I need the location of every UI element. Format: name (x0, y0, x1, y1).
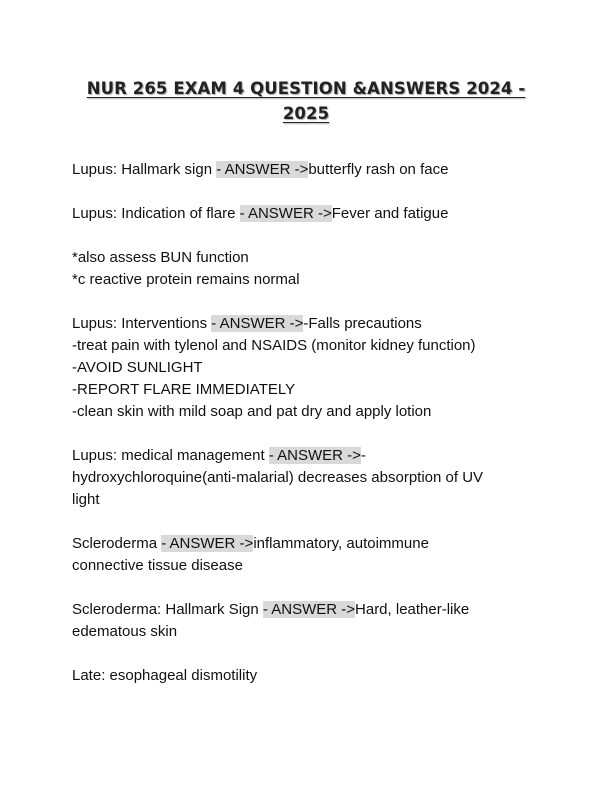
spacer (72, 181, 542, 203)
answer-continuation: -AVOID SUNLIGHT (72, 359, 203, 376)
answer-marker: - ANSWER -> (262, 601, 356, 618)
answer-text: Hard, leather-like (355, 601, 470, 618)
question-text: Scleroderma (72, 535, 162, 552)
spacer (72, 643, 542, 665)
answer-marker: - ANSWER -> (161, 535, 254, 552)
note-line: *also assess BUN function (72, 249, 249, 266)
answer-continuation: hydroxychloroquine(anti-malarial) decreases absorption of UV (72, 469, 484, 486)
question-text: Lupus: Indication of flare (72, 205, 240, 222)
answer-marker: - ANSWER -> (211, 315, 304, 332)
answer-marker: - ANSWER -> (216, 161, 309, 178)
qa-item-interventions (72, 313, 542, 335)
spacer (72, 291, 542, 313)
question-text: Lupus: Interventions (72, 315, 212, 332)
qa-item-flare-indication (72, 203, 542, 225)
answer-continuation: -REPORT FLARE IMMEDIATELY (72, 381, 296, 398)
answer-text: butterfly rash on face (308, 161, 449, 178)
answer-text: Fever and fatigue (331, 205, 449, 222)
qa-item-scleroderma (72, 533, 542, 555)
spacer (72, 225, 542, 247)
answer-continuation: edematous skin (72, 623, 178, 640)
spacer (72, 423, 542, 445)
answer-continuation: connective tissue disease (72, 557, 243, 574)
spacer (72, 511, 542, 533)
qa-content (72, 159, 542, 687)
answer-text: inflammatory, autoimmune (253, 535, 429, 552)
answer-marker: - ANSWER -> (268, 447, 361, 464)
answer-continuation: -treat pain with tylenol and NSAIDS (monitor kidney function) (72, 337, 476, 354)
answer-text: - (360, 447, 366, 464)
answer-marker: - ANSWER -> (239, 205, 332, 222)
answer-continuation: -clean skin with mild soap and pat dry and apply lotion (72, 403, 432, 420)
title-line-1: NUR 265 EXAM 4 QUESTION &ANSWERS 2024 - (86, 79, 526, 98)
answer-continuation: light (72, 491, 100, 508)
answer-text: -Falls precautions (303, 315, 422, 332)
note-line: *c reactive protein remains normal (72, 271, 300, 288)
qa-item-medical-management (72, 445, 542, 467)
title-line-2: 2025 (282, 104, 330, 123)
question-text: Lupus: medical management (72, 447, 269, 464)
question-text: Lupus: Hallmark sign (72, 161, 217, 178)
qa-item-scleroderma-hallmark (72, 599, 542, 621)
qa-item-hallmark-sign (72, 159, 542, 181)
spacer (72, 577, 542, 599)
question-text: Scleroderma: Hallmark Sign (72, 601, 263, 618)
note-line: Late: esophageal dismotility (72, 667, 258, 684)
document-title (70, 76, 542, 126)
